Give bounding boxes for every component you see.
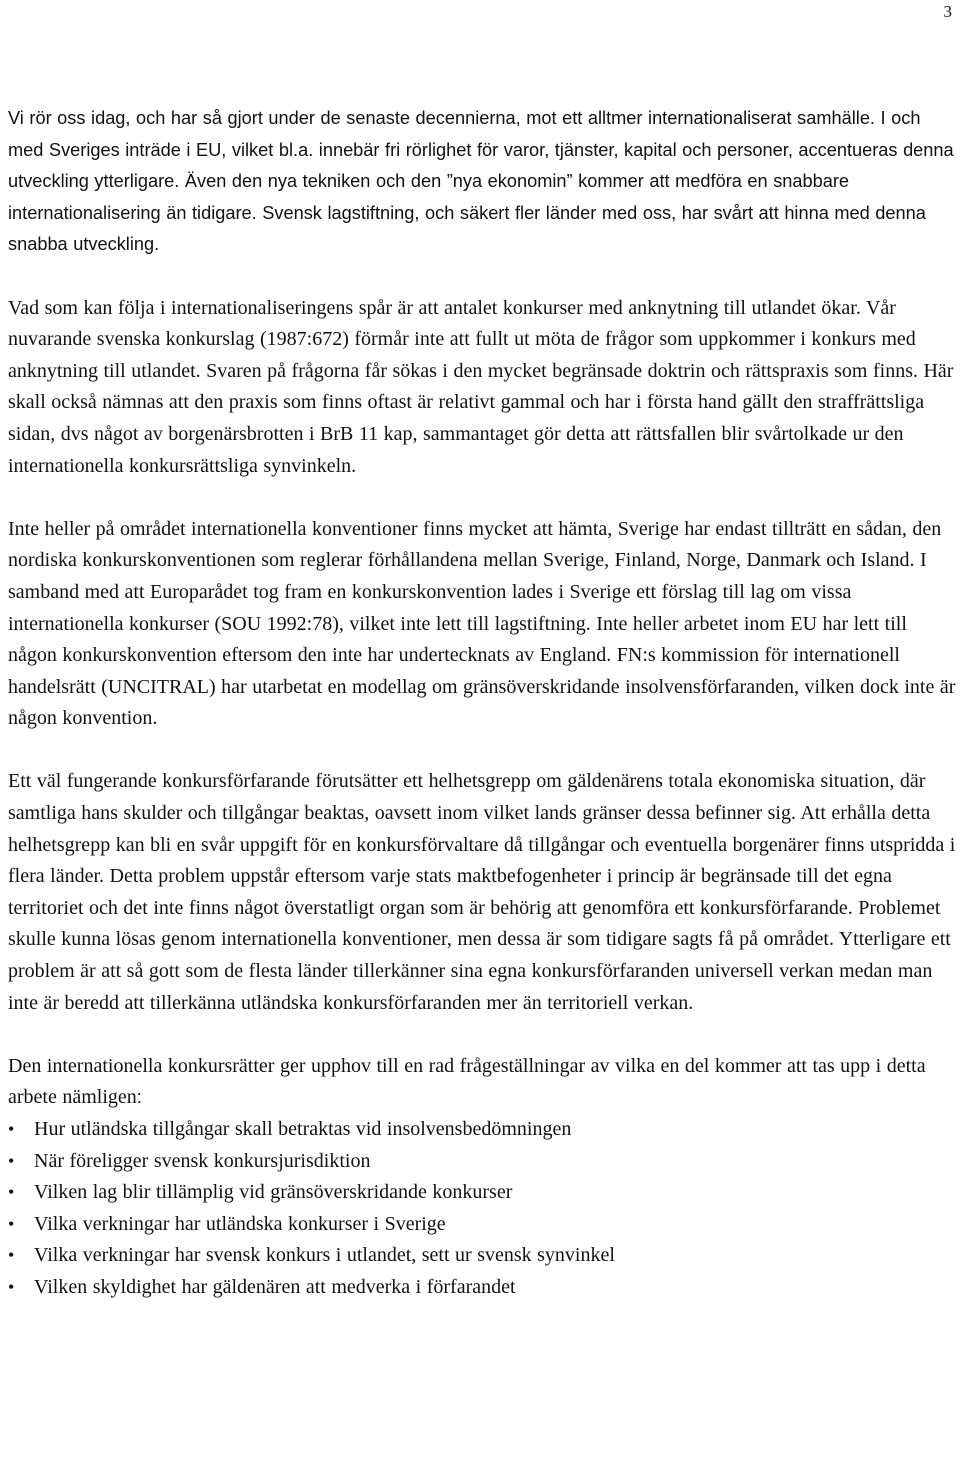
list-item-text: Vilka verkningar har utländska konkurser i Sverige <box>34 1212 446 1235</box>
document-body <box>8 103 960 1304</box>
list-item <box>8 1240 960 1272</box>
bullet-icon: • <box>8 1245 15 1266</box>
list-item <box>8 1114 960 1146</box>
list-item <box>8 1177 960 1209</box>
bullet-icon: • <box>8 1276 15 1297</box>
list-item-text: När föreligger svensk konkursjurisdiktion <box>34 1149 371 1172</box>
list-item-text: Vilka verkningar har svensk konkurs i utlandet, sett ur svensk synvinkel <box>34 1244 615 1267</box>
list-item-text: Vilken lag blir tillämplig vid gränsöverskridande konkurser <box>34 1181 513 1204</box>
paragraph-bankruptcy-abroad: Vad som kan följa i internationaliseringens spår är att antalet konkurser med anknytning till utlandet ökar. Vår nuvarande svenska konkurslag (1987:672) förmår inte att fullt ut möta de frågor som uppkommer i konkurs med anknytning till utlandet. Svaren på frågorna får sökas i den mycket begränsade doktrin och rättspraxis som finns. Här skall också nämnas att den praxis som finns oftast är relativt gammal och har i första hand gällt den straffrättsliga sidan, dvs något av borgenärsbrotten i BrB 11 kap, sammantaget gör detta att rättsfallen blir svårtolkade ur den internationella konkursrättsliga synvinkeln. <box>8 296 954 477</box>
bullet-icon: • <box>8 1119 15 1139</box>
bullet-icon: • <box>8 1182 15 1203</box>
list-item <box>8 1272 960 1304</box>
list-item <box>8 1209 960 1241</box>
question-list <box>8 1114 960 1304</box>
list-item-text: Hur utländska tillgångar skall betraktas vid insolvensbedömningen <box>34 1118 572 1140</box>
paragraph-bankruptcy-procedure: Ett väl fungerande konkursförfarande förutsätter ett helhetsgrepp om gäldenärens totala ekonomiska situation, där samtliga hans skulder och tillgångar beaktas, oavsett inom vilket lands gränser dessa befinner sig. Att erhålla detta helhetsgrepp kan bli en svår uppgift för en konkursförvaltare då tillgångar och eventuella borgenärer finns utspridda i flera länder. Detta problem uppstår eftersom varje stats maktbefogenheter i princip är begränsade till det egna territoriet och det inte finns något överstatligt organ som är behörig att genomföra ett konkursförfarande. Problemet skulle kunna lösas genom internationella konventioner, men dessa är som tidigare sagts få på området. Ytterligare ett problem är att så gott som de flesta länder tillerkänner sina egna konkursförfaranden universell verkan medan man inte är beredd att tillerkänna utländska konkursförfaranden mer än territoriell verkan. <box>8 770 956 1014</box>
list-item <box>8 1146 960 1178</box>
questions-intro-text: Den internationella konkursrätter ger upphov till en rad frågeställningar av vilka en del kommer att tas upp i detta arbete nämligen <box>8 1054 926 1109</box>
list-item-text: Vilken skyldighet har gäldenären att medverka i förfarandet <box>34 1275 516 1298</box>
page-number: 3 <box>943 2 952 21</box>
paragraph-questions-intro <box>8 1051 960 1114</box>
paragraph-internationalization: Vi rör oss idag, och har så gjort under de senaste decennierna, mot ett alltmer internationaliserat samhälle. I och med Sveriges inträde i EU, vilket bl.a. innebär fri rörlighet för varor, tjänster, kapital och personer, accentueras denna utveckling ytterligare. Även den nya tekniken och den ”nya ekonomin” kommer att medföra en snabbare internationalisering än tidigare. Svensk lagstiftning, och säkert fler länder med oss, har svårt att hinna med denna snabba utveckling. <box>8 108 954 255</box>
questions-intro-colon: : <box>136 1087 142 1108</box>
bullet-icon: • <box>8 1213 15 1234</box>
paragraph-international-conventions: Inte heller på området internationella konventioner finns mycket att hämta, Sverige har endast tillträtt en sådan, den nordiska konkurskonventionen som reglerar förhållandena mellan Sverige, Finland, Norge, Danmark och Island. I samband med att Europarådet tog fram en konkurskonvention lades i Sverige ett förslag till lag om vissa internationella konkurser (SOU 1992:78), vilket inte lett till lagstiftning. Inte heller arbetet inom EU har lett till någon konkurskonvention eftersom den inte har undertecknats av England. FN:s kommission för internationell handelsrätt (UNCITRAL) har utarbetat en modellag om gränsöverskridande insolvensförfaranden, vilken dock inte är någon konvention. <box>8 517 956 730</box>
bullet-icon: • <box>8 1150 15 1171</box>
